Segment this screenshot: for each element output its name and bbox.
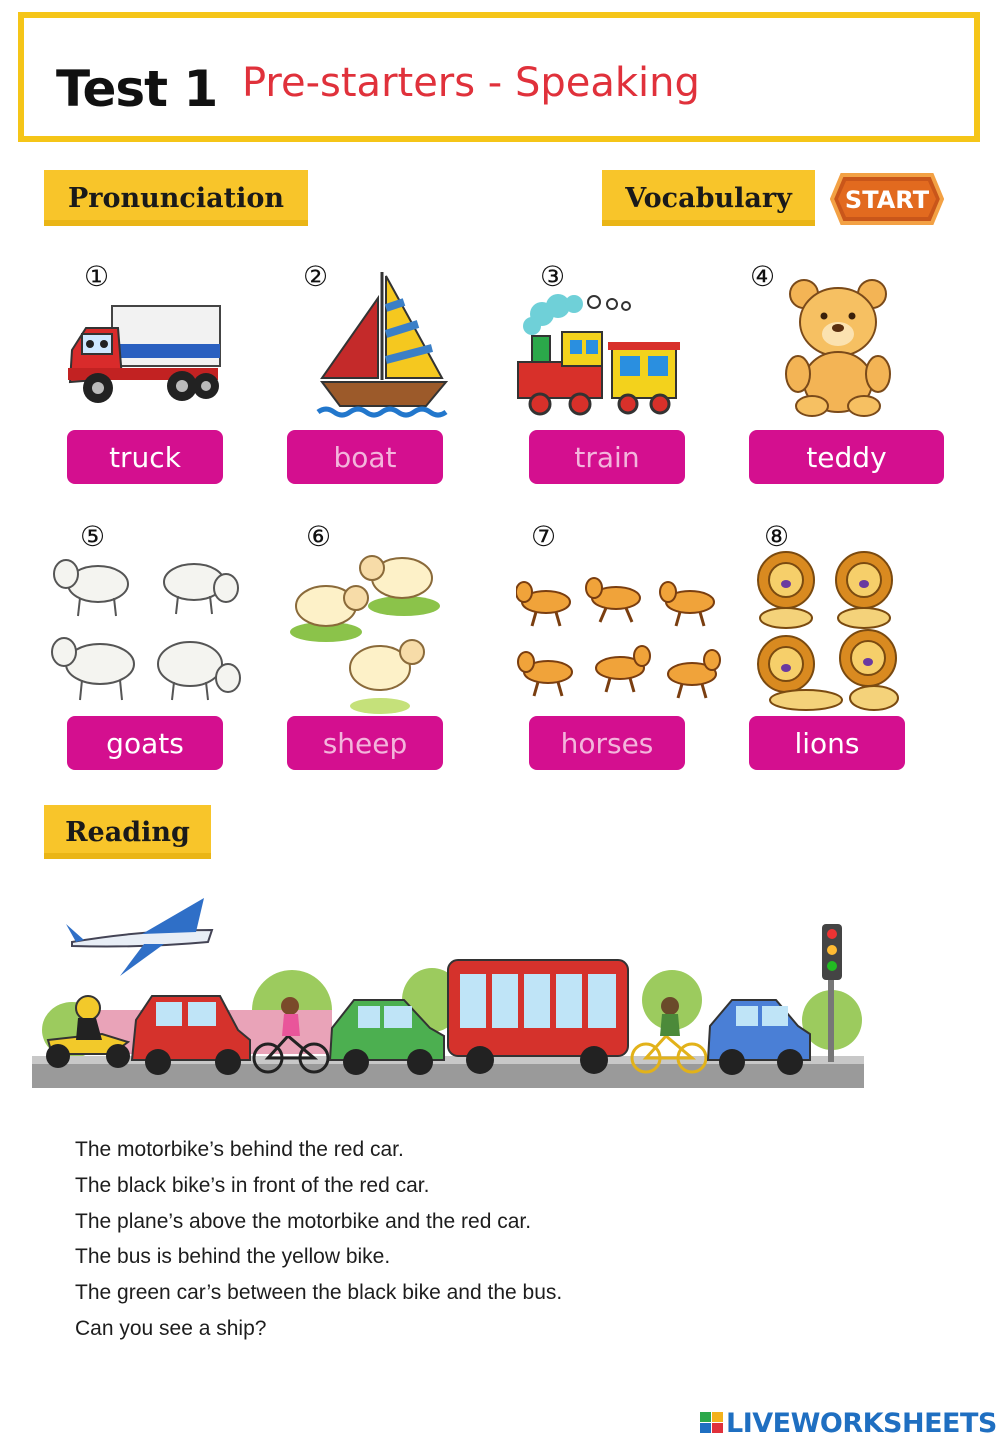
sailboat-icon [314, 268, 454, 420]
item-number: ⑥ [306, 520, 332, 553]
street-scene-image [32, 890, 864, 1090]
item-number: ⑤ [80, 520, 106, 553]
word-button-truck[interactable]: truck [67, 430, 223, 484]
item-number: ⑦ [531, 520, 557, 553]
logo-mark-icon [700, 1412, 724, 1434]
goats-icon [50, 548, 242, 712]
sentence-line: The motorbike’s behind the red car. [75, 1138, 404, 1161]
word-button-goats[interactable]: goats [67, 716, 223, 770]
sentence-line: Can you see a ship? [75, 1316, 267, 1340]
word-button-lions[interactable]: lions [749, 716, 905, 770]
sentence-line: The black bike’s in front of the red car. [75, 1173, 430, 1197]
pronunciation-text: Pronunciation [68, 182, 284, 214]
reading-sentences [75, 1132, 562, 1347]
page-subtitle: Pre-starters - Speaking [242, 60, 700, 106]
teddy-bear-icon [782, 272, 894, 418]
word-button-sheep[interactable]: sheep [287, 716, 443, 770]
test-title: Test 1 [56, 60, 218, 118]
item-number: ① [84, 260, 110, 293]
start-button[interactable] [830, 172, 944, 226]
item-number: ④ [750, 260, 776, 293]
bus-icon [448, 960, 628, 1074]
plane-icon [66, 898, 212, 976]
word-button-teddy[interactable]: teddy [749, 430, 944, 484]
sheep-icon [284, 544, 444, 716]
liveworksheets-logo[interactable] [700, 1408, 997, 1438]
reading-label [44, 805, 211, 859]
vocabulary-text: Vocabulary [625, 182, 792, 214]
vocabulary-label [602, 170, 815, 226]
item-number: ② [303, 260, 329, 293]
brand-name: LIVEWORKSHEETS [726, 1407, 997, 1439]
lions-icon [746, 546, 912, 718]
word-button-horses[interactable]: horses [529, 716, 685, 770]
horses-icon [516, 568, 724, 708]
sentence-line: The plane’s above the motorbike and the red car. [75, 1209, 532, 1233]
train-icon [508, 290, 684, 420]
word-button-boat[interactable]: boat [287, 430, 443, 484]
item-number: ⑧ [764, 520, 790, 553]
title-banner [18, 12, 980, 142]
sentence-line: The bus is behind the yellow bike. [75, 1245, 391, 1269]
pronunciation-label [44, 170, 308, 226]
word-button-train[interactable]: train [529, 430, 685, 484]
sentence-line: The green car’s between the black bike and the bus. [75, 1281, 563, 1305]
truck-icon [64, 298, 224, 413]
start-label: START [844, 186, 930, 214]
reading-text: Reading [65, 816, 190, 848]
item-number: ③ [540, 260, 566, 293]
